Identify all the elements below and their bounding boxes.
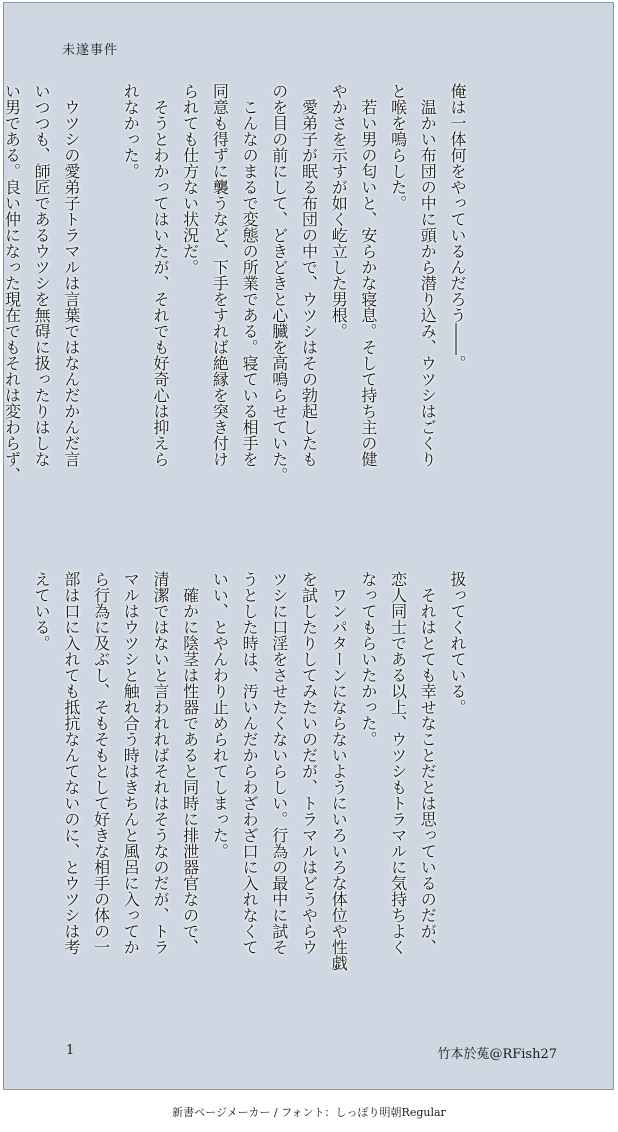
text-line: 確かに陰茎は性器であると同時に排泄器官なので、 [180, 571, 200, 955]
text-line: れなかった。 [121, 83, 141, 179]
text-line: ウツシの愛弟子トラマルは言葉ではなんだかんだ言 [61, 83, 81, 467]
text-line: られても仕方ない状況だ。 [180, 83, 200, 275]
author-credit: 竹本於菟@RFish27 [437, 1047, 557, 1062]
text-line: を試したりしてみたいのだが、トラマルはどうやらウ [299, 571, 319, 955]
text-line: い男である。良い仲になった現在でもそれは変わらず、 [2, 83, 22, 483]
text-line: いつつも、師匠であるウツシを無碍に扱ったりはしな [32, 83, 52, 467]
text-line: 俺は一体何をやっているんだろう――。 [448, 83, 467, 371]
maker-credit: 新書ページメーカー / フォント：しっぽり明朝Regular [172, 1106, 446, 1119]
text-line: のを目の前にして、どきどきと心臓を高鳴らせていた。 [269, 83, 289, 483]
text-line: 恋人同士である以上、ウツシもトラマルに気持ちよく [388, 571, 408, 955]
chapter-title: 未遂事件 [62, 43, 119, 58]
text-column-top [2, 83, 472, 483]
text-line: ワンパターンにならないようにいろいろな体位や性戯 [329, 571, 349, 971]
text-line: いい、とやんわり止められてしまった。 [210, 571, 230, 859]
text-line: 同意も得ずに襲うなど、下手をすれば絶縁を突き付け [210, 83, 230, 467]
text-line: 部は口に入れても抵抗なんてないのに、とウツシは考 [61, 571, 81, 955]
text-line [86, 83, 116, 383]
book-page [3, 2, 614, 1090]
text-line: そうとわかってはいたが、それでも好奇心は抑えら [150, 83, 170, 467]
text-column-bottom [32, 571, 472, 971]
text-line: やかさを示すが如く屹立した男根。 [329, 83, 349, 339]
text-line: 愛弟子が眠る布団の中で、ウツシはその勃起したも [299, 83, 319, 467]
text-line [0, 571, 26, 871]
text-line: えている。 [32, 571, 52, 651]
text-line: マルはウツシと触れ合う時はきちんと風呂に入ってか [121, 571, 141, 955]
text-line: ツシに口淫をさせたくないらしい。行為の最中に試そ [269, 571, 289, 955]
text-line: 清潔ではないと言われればそれはそうなのだが、トラ [150, 571, 170, 955]
text-line: こんなのまるで変態の所業である。寝ている相手を [240, 83, 260, 467]
text-line: それはとても幸せなことだとは思っているのだが、 [418, 571, 438, 955]
text-line: ら行為に及ぶし、そもそもとして好きな相手の体の一 [91, 571, 111, 955]
text-line: と喉を鳴らした。 [388, 83, 408, 211]
text-line: 扱ってくれている。 [448, 571, 467, 715]
text-line: なってもらいたかった。 [358, 571, 378, 747]
text-line: 温かい布団の中に頭から潜り込み、ウツシはごくり [418, 83, 438, 467]
text-line: うとした時は、汚いんだからわざわざ口に入れなくて [240, 571, 260, 955]
text-line: 若い男の匂いと、安らかな寝息。そして持ち主の健 [358, 83, 378, 467]
page-number: 1 [66, 1043, 75, 1058]
